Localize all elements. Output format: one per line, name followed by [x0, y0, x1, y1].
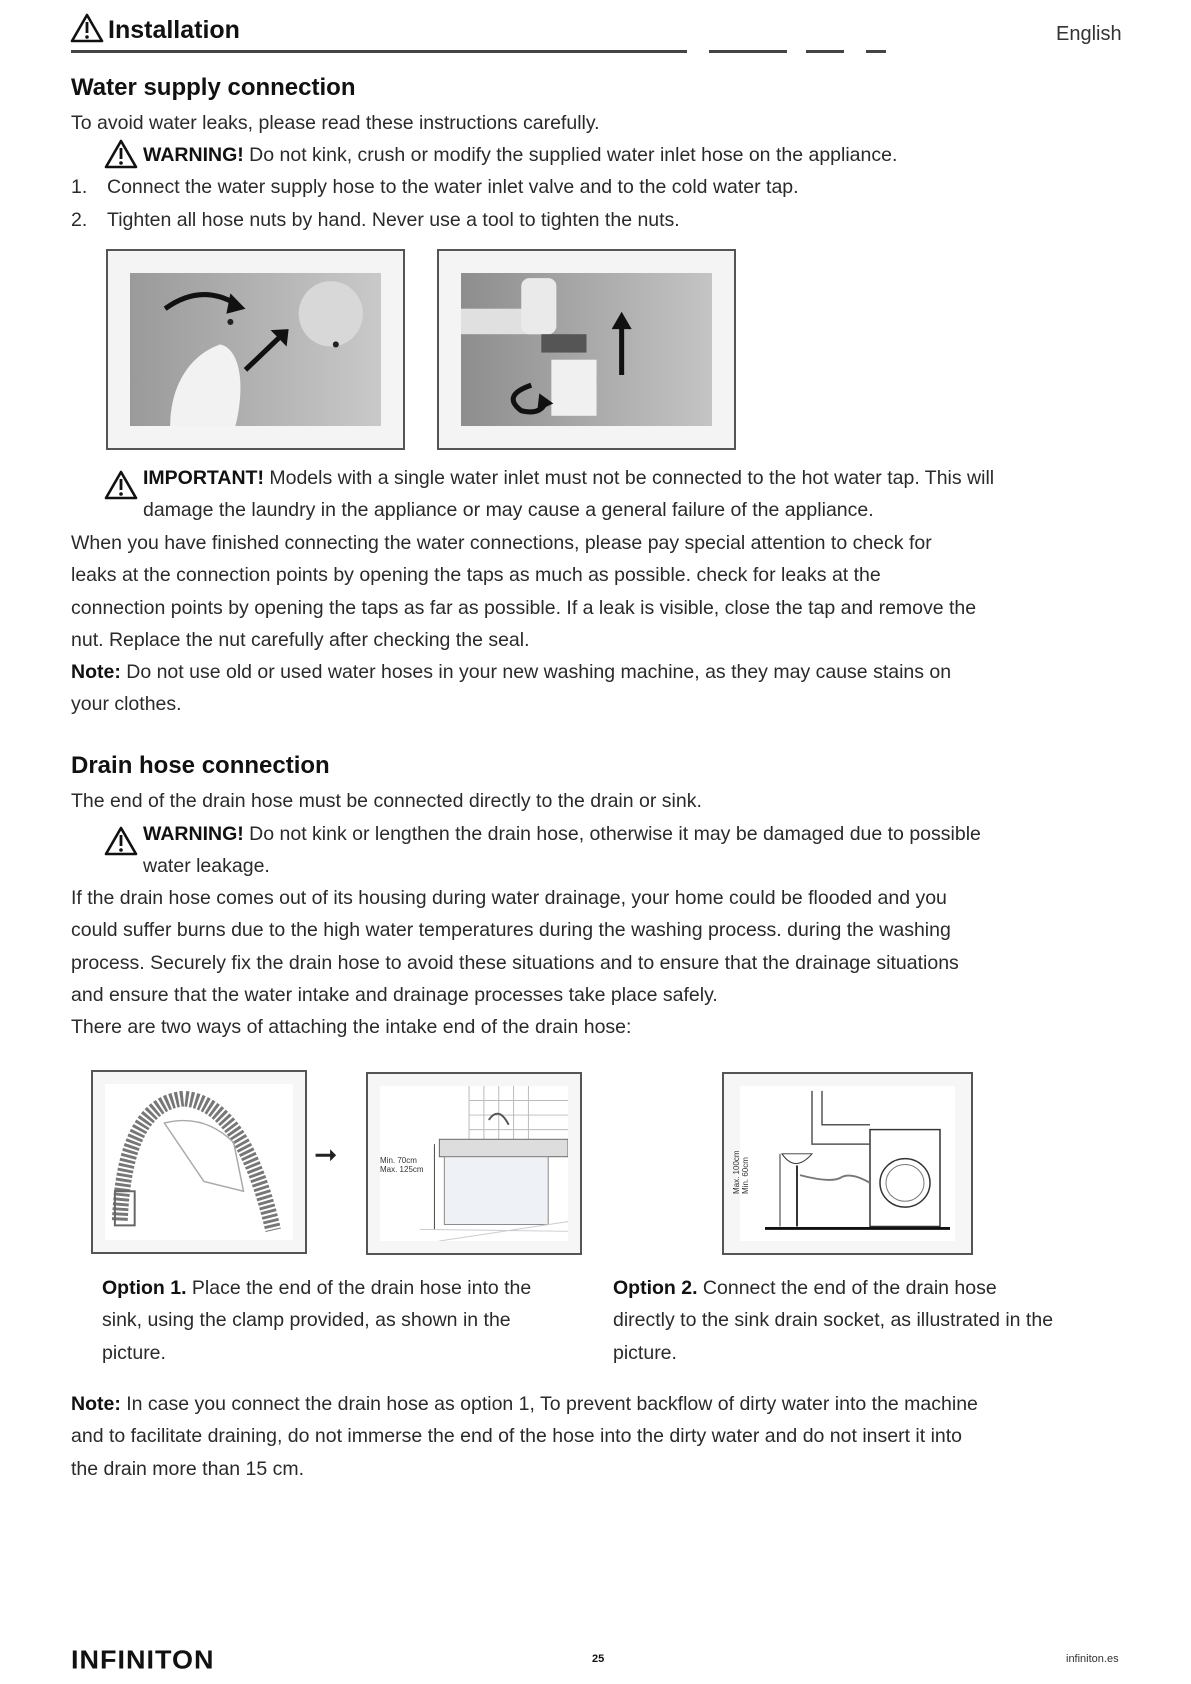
brand-logo: INFINITON	[71, 1645, 215, 1675]
important-text-1: IMPORTANT! Models with a single water inlet must not be connected to the hot water tap. This will	[143, 467, 995, 489]
important-text-2: damage the laundry in the appliance or may cause a general failure of the appliance.	[143, 499, 874, 521]
header-dash	[806, 50, 844, 53]
max-height-label: Max. 100cm	[732, 1150, 741, 1194]
section-title: Installation	[108, 16, 240, 44]
image-hose-to-valve	[106, 249, 405, 450]
max-height-label: Max. 125cm	[380, 1165, 424, 1174]
header-dash	[866, 50, 886, 53]
paragraph-line: There are two ways of attaching the intake end of the drain hose:	[71, 1016, 632, 1038]
option-1-text-3: picture.	[102, 1342, 166, 1364]
intro-text: To avoid water leaks, please read these instructions carefully.	[71, 112, 600, 134]
warning-text: WARNING! Do not kink, crush or modify the supplied water inlet hose on the appliance.	[143, 144, 898, 166]
paragraph-line: When you have finished connecting the water connections, please pay special attention to check for	[71, 532, 932, 554]
header-dash	[709, 50, 787, 53]
water-supply-heading: Water supply connection	[71, 74, 356, 101]
note-text: Note: Do not use old or used water hoses in your new washing machine, as they may cause stains on	[71, 661, 952, 683]
step-1-text: Connect the water supply hose to the water inlet valve and to the cold water tap.	[107, 176, 799, 198]
option-1-text: Option 1. Place the end of the drain hose into the	[102, 1277, 532, 1299]
warning-icon	[104, 826, 138, 856]
image-drain-socket-option	[722, 1072, 973, 1255]
paragraph-line: could suffer burns due to the high water temperatures during the washing process. during the washing	[71, 919, 951, 941]
paragraph-line: and ensure that the water intake and drainage processes take place safely.	[71, 984, 718, 1006]
paragraph-line: If the drain hose comes out of its housing during water drainage, your home could be flooded and you	[71, 887, 947, 909]
option-2-text-3: picture.	[613, 1342, 677, 1364]
drain-intro: The end of the drain hose must be connected directly to the drain or sink.	[71, 790, 702, 812]
image-sink-option	[366, 1072, 582, 1255]
drain-heading: Drain hose connection	[71, 752, 330, 779]
warning-icon	[104, 470, 138, 500]
warning-icon	[104, 139, 138, 169]
min-height-label: Min. 70cm	[380, 1156, 417, 1165]
drain-warning-1: WARNING! Do not kink or lengthen the drain hose, otherwise it may be damaged due to possible	[143, 823, 981, 845]
paragraph-line: connection points by opening the taps as far as possible. If a leak is visible, close the tap and remove the	[71, 597, 977, 619]
step-1: 1.	[71, 176, 88, 198]
image-hose-to-tap	[437, 249, 736, 450]
paragraph-line: process. Securely fix the drain hose to avoid these situations and to ensure that the drainage situations	[71, 952, 959, 974]
option-2-text-2: directly to the sink drain socket, as illustrated in the	[613, 1309, 1054, 1331]
option-2-text: Option 2. Connect the end of the drain hose	[613, 1277, 997, 1299]
arrow-right-icon: ➞	[314, 1139, 338, 1170]
drain-note-2: and to facilitate draining, do not immerse the end of the hose into the dirty water and do not insert it into	[71, 1425, 963, 1447]
image-hose-clamp	[91, 1070, 307, 1254]
drain-note-3: the drain more than 15 cm.	[71, 1458, 305, 1480]
header-rule	[71, 50, 687, 53]
min-height-label: Min. 60cm	[741, 1157, 750, 1194]
page-number: 25	[592, 1653, 605, 1665]
option-1-text-2: sink, using the clamp provided, as shown in the	[102, 1309, 511, 1331]
step-2-text: Tighten all hose nuts by hand. Never use a tool to tighten the nuts.	[107, 209, 680, 231]
warning-icon	[70, 12, 104, 44]
paragraph-line: nut. Replace the nut carefully after checking the seal.	[71, 629, 530, 651]
drain-warning-2: water leakage.	[143, 855, 270, 877]
website-link[interactable]: infiniton.es	[1066, 1653, 1119, 1665]
step-2: 2.	[71, 209, 88, 231]
note-text-2: your clothes.	[71, 693, 182, 715]
paragraph-line: leaks at the connection points by opening the taps as much as possible. check for leaks at the	[71, 564, 881, 586]
drain-note: Note: In case you connect the drain hose as option 1, To prevent backflow of dirty water into the machine	[71, 1393, 978, 1415]
language-label: English	[1056, 23, 1122, 45]
